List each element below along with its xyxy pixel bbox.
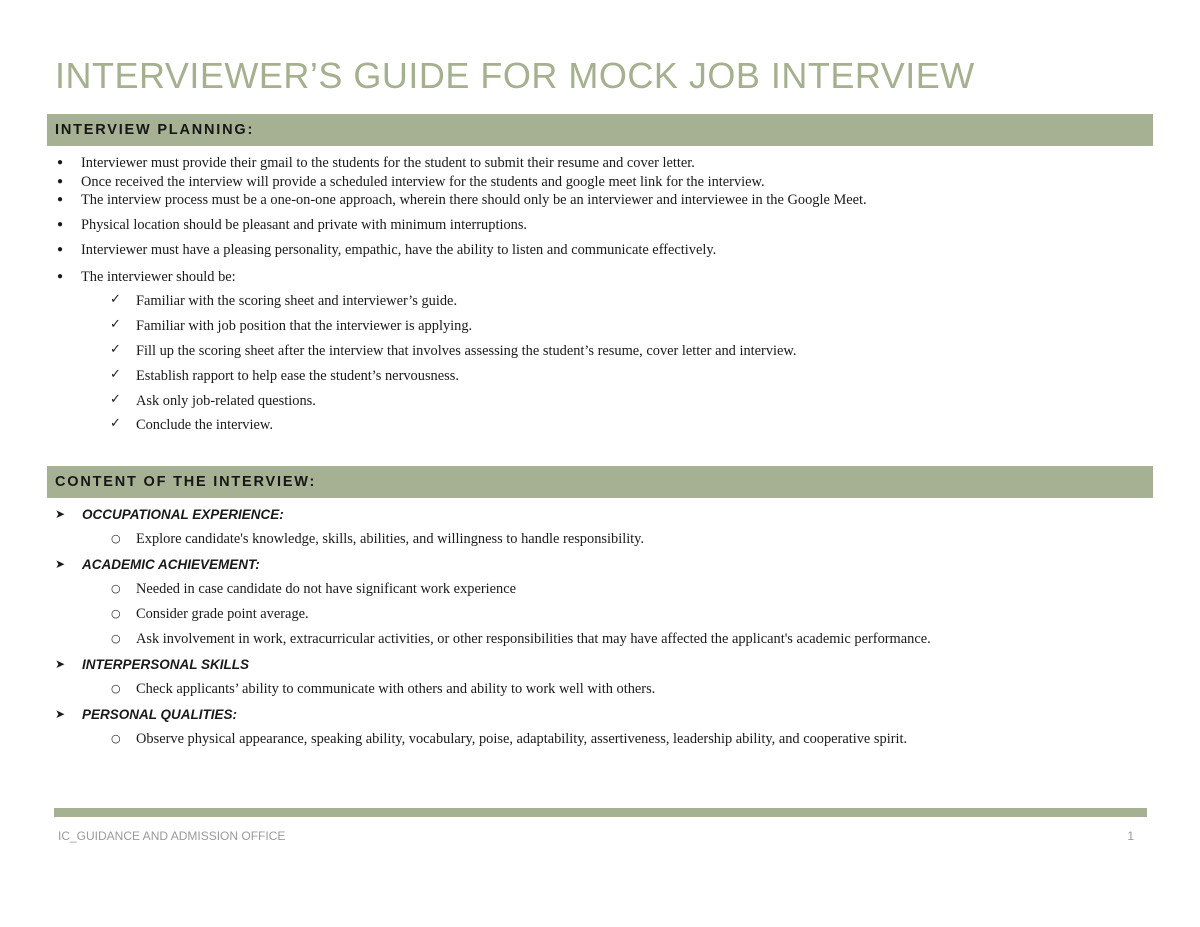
bullet-icon: ●: [57, 157, 64, 168]
category-title-personal: PERSONAL QUALITIES:: [82, 707, 238, 722]
arrow-bullet-icon: ➤: [55, 707, 66, 721]
checkmark-icon: ✓: [110, 317, 121, 332]
checkmark-icon: ✓: [110, 367, 121, 382]
category-item: Consider grade point average.: [136, 606, 309, 622]
check-item-3: Fill up the scoring sheet after the interview that involves assessing the student’s resume, cover letter and interview.: [136, 343, 797, 359]
planning-bullet-6: The interviewer should be:: [81, 269, 236, 285]
planning-bullet-3: The interview process must be a one-on-one approach, wherein there should only be an interviewer and interviewee in the Google Meet.: [81, 192, 867, 208]
circle-bullet-icon: ○: [111, 582, 121, 595]
category-item: Observe physical appearance, speaking ability, vocabulary, poise, adaptability, assertiveness, leadership ability, and cooperative spirit.: [136, 731, 908, 747]
page-title: INTERVIEWER’S GUIDE FOR MOCK JOB INTERVIEW: [55, 55, 975, 96]
footer-office-name: IC_GUIDANCE AND ADMISSION OFFICE: [58, 829, 286, 843]
arrow-bullet-icon: ➤: [55, 507, 66, 521]
section-heading-planning: INTERVIEW PLANNING:: [55, 122, 255, 138]
checkmark-icon: ✓: [110, 416, 121, 431]
page-number: 1: [1127, 829, 1134, 843]
bullet-icon: ●: [57, 271, 64, 282]
section-heading-content: CONTENT OF THE INTERVIEW:: [55, 474, 317, 490]
check-item-4: Establish rapport to help ease the student’s nervousness.: [136, 368, 459, 384]
bullet-icon: ●: [57, 194, 64, 205]
footer-divider: [54, 808, 1147, 817]
arrow-bullet-icon: ➤: [55, 657, 66, 671]
bullet-icon: ●: [57, 176, 64, 187]
check-item-2: Familiar with job position that the interviewer is applying.: [136, 318, 473, 334]
category-title-occupational: OCCUPATIONAL EXPERIENCE:: [82, 507, 284, 522]
planning-bullet-2: Once received the interview will provide a scheduled interview for the students and google meet link for the interview.: [81, 174, 765, 190]
section-header-content: [47, 466, 1153, 498]
checkmark-icon: ✓: [110, 342, 121, 357]
bullet-icon: ●: [57, 219, 64, 230]
checkmark-icon: ✓: [110, 392, 121, 407]
check-item-5: Ask only job-related questions.: [136, 393, 316, 409]
checkmark-icon: ✓: [110, 292, 121, 307]
bullet-icon: ●: [57, 244, 64, 255]
arrow-bullet-icon: ➤: [55, 557, 66, 571]
planning-bullet-4: Physical location should be pleasant and private with minimum interruptions.: [81, 217, 528, 233]
category-item: Check applicants’ ability to communicate with others and ability to work well with others.: [136, 681, 656, 697]
category-item: Ask involvement in work, extracurricular activities, or other responsibilities that may have affected the applicant's academic performance.: [136, 631, 931, 647]
planning-bullet-5: Interviewer must have a pleasing personality, empathic, have the ability to listen and communicate effectively.: [81, 242, 717, 258]
circle-bullet-icon: ○: [111, 732, 121, 745]
circle-bullet-icon: ○: [111, 682, 121, 695]
category-title-academic: ACADEMIC ACHIEVEMENT:: [82, 557, 260, 572]
category-title-interpersonal: INTERPERSONAL SKILLS: [82, 657, 250, 672]
category-item: Explore candidate's knowledge, skills, abilities, and willingness to handle responsibility.: [136, 531, 645, 547]
circle-bullet-icon: ○: [111, 607, 121, 620]
circle-bullet-icon: ○: [111, 532, 121, 545]
check-item-6: Conclude the interview.: [136, 417, 273, 433]
section-header-planning: [47, 114, 1153, 146]
circle-bullet-icon: ○: [111, 632, 121, 645]
category-item: Needed in case candidate do not have significant work experience: [136, 581, 516, 597]
check-item-1: Familiar with the scoring sheet and interviewer’s guide.: [136, 293, 458, 309]
planning-bullet-1: Interviewer must provide their gmail to the students for the student to submit their resume and cover letter.: [81, 155, 695, 171]
